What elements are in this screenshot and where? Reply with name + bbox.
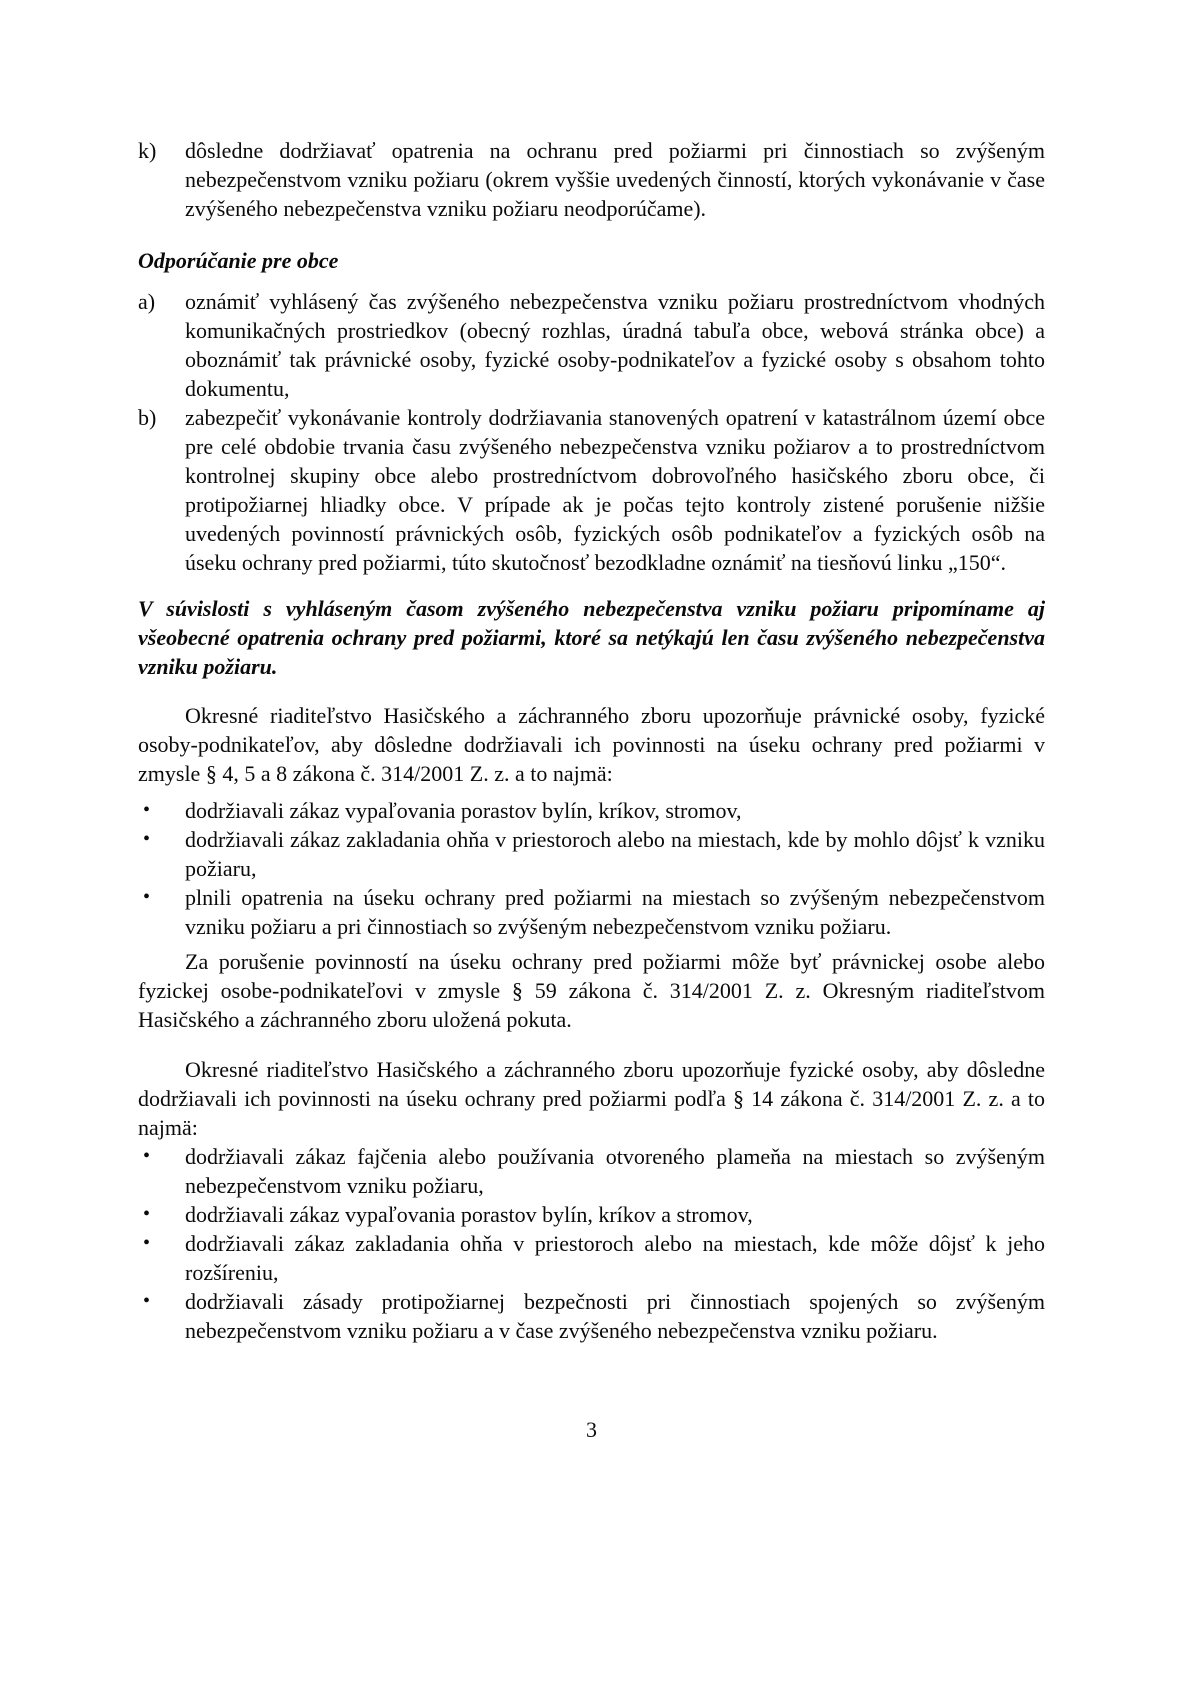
bullet-item — [138, 883, 1045, 941]
bullet-icon: • — [143, 886, 151, 908]
bullet-list-fyzicke — [138, 1142, 1045, 1345]
bullet-text: dodržiavali zákaz vypaľovania porastov bylín, kríkov a stromov, — [185, 1202, 753, 1227]
bullet-item — [138, 796, 1045, 825]
emphasis-paragraph: V súvislosti s vyhláseným časom zvýšeného nebezpečenstva vzniku požiaru pripomíname aj všeobecné opatrenia ochrany pred požiarmi, ktoré sa netýkajú len času zvýšeného nebezpečenstva vzniku požiaru. — [138, 596, 1045, 679]
bullet-icon: • — [143, 1290, 151, 1312]
bullet-text: plnili opatrenia na úseku ochrany pred požiarmi na miestach so zvýšeným nebezpečenstvom vzniku požiaru a pri činnostiach so zvýšeným nebezpečenstvom vzniku požiaru. — [185, 885, 1045, 939]
list-item-b-text: zabezpečiť vykonávanie kontroly dodržiavania stanovených opatrení v katastrálnom území obce pre celé obdobie trvania času zvýšeného nebezpečenstva vzniku požiarov a to prostredníctvom kontrolnej skupiny obce alebo prostredníctvom dobrovoľného hasičského zboru obce, či protipožiarnej hliadky obce. V prípade ak je počas tejto kontroly zistené porušenie nižšie uvedených povinností právnických osôb, fyzických osôb podnikateľov a fyzických osôb na úseku ochrany pred požiarmi, túto skutočnosť bezodkladne oznámiť na tiesňovú linku „150“. — [185, 405, 1045, 575]
bullet-icon: • — [143, 828, 151, 850]
bullet-item — [138, 825, 1045, 883]
paragraph-pokuta: Za porušenie povinností na úseku ochrany pred požiarmi môže byť právnickej osobe alebo fyzickej osobe-podnikateľovi v zmysle § 59 zákona č. 314/2001 Z. z. Okresným riaditeľstvom Hasičského a záchranného zboru uložená pokuta. — [138, 949, 1045, 1032]
bullet-item — [138, 1200, 1045, 1229]
list-item-k-label: k) — [138, 138, 157, 163]
bullet-icon: • — [143, 799, 151, 821]
bullet-text: dodržiavali zákaz zakladania ohňa v priestoroch alebo na miestach, kde by mohlo dôjsť k vzniku požiaru, — [185, 827, 1045, 881]
list-item-k-text: dôsledne dodržiavať opatrenia na ochranu pred požiarmi pri činnostiach so zvýšeným nebezpečenstvom vzniku požiaru (okrem vyššie uvedených činností, ktorých vykonávanie v čase zvýšeného nebezpečenstva vzniku požiaru neodporúčame). — [185, 138, 1045, 221]
bullet-text: dodržiavali zákaz fajčenia alebo používania otvoreného plameňa na miestach so zvýšeným nebezpečenstvom vzniku požiaru, — [185, 1144, 1045, 1198]
paragraph-fyzicke-osoby: Okresné riaditeľstvo Hasičského a záchranného zboru upozorňuje fyzické osoby, aby dôsledne dodržiavali ich povinnosti na úseku ochrany pred požiarmi podľa § 14 zákona č. 314/2001 Z. z. a to najmä: — [138, 1057, 1045, 1140]
bullet-text: dodržiavali zákaz vypaľovania porastov bylín, kríkov, stromov, — [185, 798, 742, 823]
bullet-item — [138, 1229, 1045, 1287]
list-item-b-label: b) — [138, 405, 157, 430]
bullet-list-pravnicke — [138, 796, 1045, 941]
list-item-a-label: a) — [138, 289, 156, 314]
section-heading-odporucanie-pre-obce: Odporúčanie pre obce — [138, 248, 339, 273]
paragraph-pravnicke-osoby: Okresné riaditeľstvo Hasičského a záchranného zboru upozorňuje právnické osoby, fyzické osoby-podnikateľov, aby dôsledne dodržiavali ich povinnosti na úseku ochrany pred požiarmi v zmysle § 4, 5 a 8 zákona č. 314/2001 Z. z. a to najmä: — [138, 703, 1045, 786]
list-item-b — [138, 403, 1045, 577]
bullet-icon: • — [143, 1203, 151, 1225]
bullet-text: dodržiavali zákaz zakladania ohňa v priestoroch alebo na miestach, kde môže dôjsť k jeho rozšíreniu, — [185, 1231, 1045, 1285]
bullet-icon: • — [143, 1232, 151, 1254]
bullet-item — [138, 1287, 1045, 1345]
page-number: 3 — [586, 1417, 597, 1442]
bullet-text: dodržiavali zásady protipožiarnej bezpečnosti pri činnostiach spojených so zvýšeným nebezpečenstvom vzniku požiaru a v čase zvýšeného nebezpečenstva vzniku požiaru. — [185, 1289, 1045, 1343]
bullet-icon: • — [143, 1145, 151, 1167]
list-item-k — [138, 136, 1045, 223]
list-item-a-text: oznámiť vyhlásený čas zvýšeného nebezpečenstva vzniku požiaru prostredníctvom vhodných komunikačných prostriedkov (obecný rozhlas, úradná tabuľa obce, webová stránka obce) a oboznámiť tak právnické osoby, fyzické osoby-podnikateľov a fyzické osoby s obsahom tohto dokumentu, — [185, 289, 1045, 401]
list-item-a — [138, 287, 1045, 403]
bullet-item — [138, 1142, 1045, 1200]
